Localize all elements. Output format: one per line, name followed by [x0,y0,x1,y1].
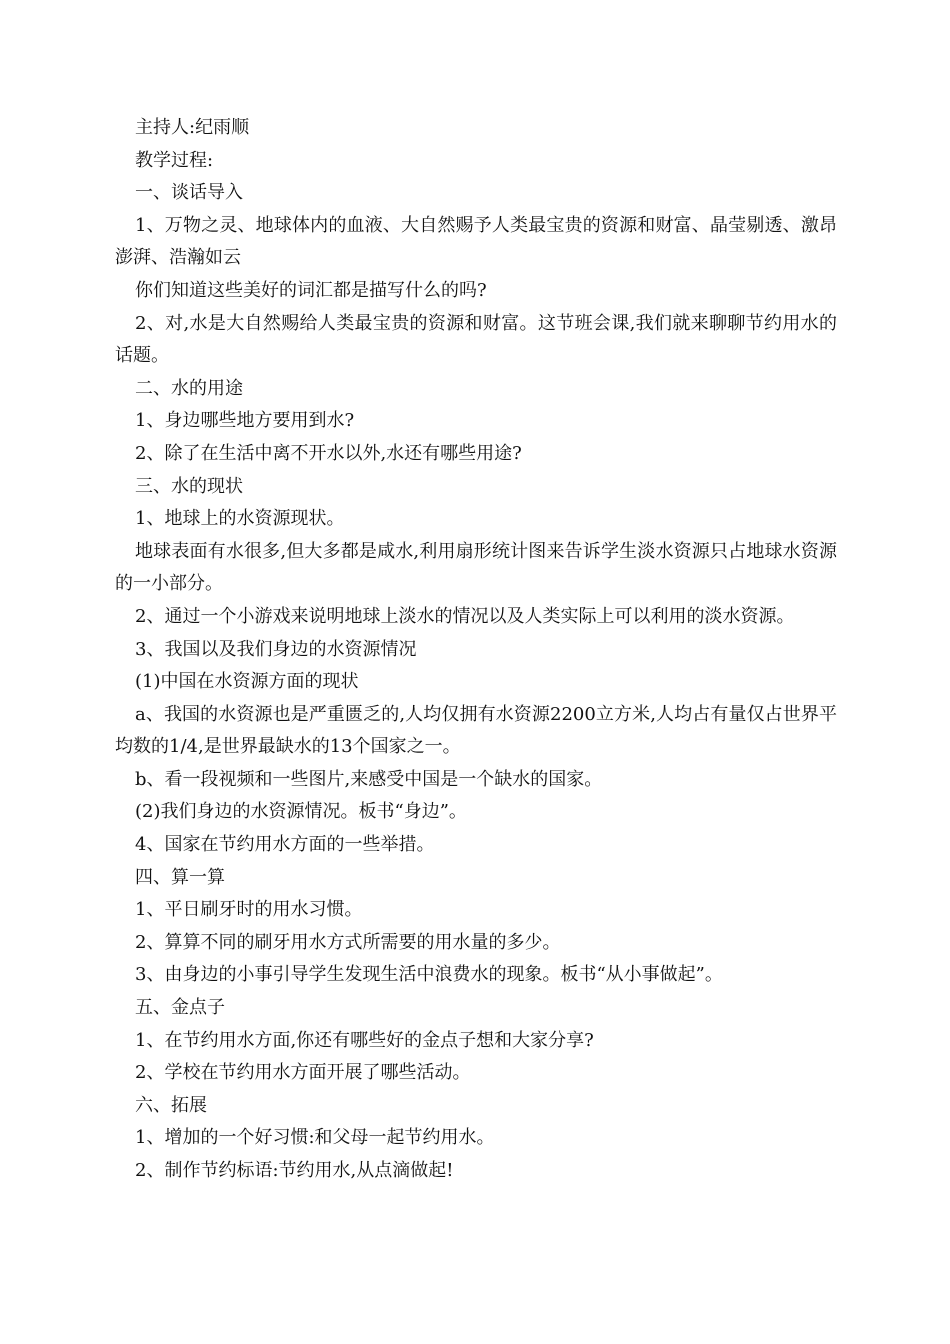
paragraph: 2、算算不同的刷牙用水方式所需要的用水量的多少。 [135,931,561,953]
host-line: 主持人:纪雨顺 [135,117,250,138]
section-heading-1: 一、谈话导入 [135,182,243,204]
paragraph: (2)我们身边的水资源情况。板书“身边”。 [135,801,467,823]
paragraph: 1、在节约用水方面,你还有哪些好的金点子想和大家分享? [135,1029,594,1051]
paragraph: 4、国家在节约用水方面的一些举措。 [135,834,435,856]
paragraph: 1、增加的一个好习惯:和父母一起节约用水。 [135,1127,495,1149]
paragraph: 1、身边哪些地方要用到水? [135,410,355,432]
document-body [115,112,837,1188]
paragraph: 2、对,水是大自然赐给人类最宝贵的资源和财富。这节班会课,我们就来聊聊节约用水的话题。 [115,312,837,367]
paragraph: 2、通过一个小游戏来说明地球上淡水的情况以及人类实际上可以利用的淡水资源。 [135,605,795,627]
paragraph: b、看一段视频和一些图片,来感受中国是一个缺水的国家。 [135,768,603,790]
paragraph: 3、我国以及我们身边的水资源情况 [135,638,417,660]
paragraph: (1)中国在水资源方面的现状 [135,671,359,693]
paragraph: 1、万物之灵、地球体内的血液、大自然赐予人类最宝贵的资源和财富、晶莹剔透、激昂澎湃、浩瀚如云 [115,214,837,269]
paragraph: 2、除了在生活中离不开水以外,水还有哪些用途? [135,442,522,464]
section-heading-5: 五、金点子 [135,997,225,1019]
paragraph: 3、由身边的小事引导学生发现生活中浪费水的现象。板书“从小事做起”。 [135,964,723,986]
paragraph: 1、地球上的水资源现状。 [135,508,345,530]
section-heading-2: 二、水的用途 [135,377,243,399]
paragraph: a、我国的水资源也是严重匮乏的,人均仅拥有水资源2200立方米,人均占有量仅占世界平均数的1/4,是世界最缺水的13个国家之一。 [115,703,837,758]
section-heading-6: 六、拓展 [135,1094,207,1116]
teaching-process-heading: 教学过程: [135,149,214,171]
paragraph: 你们知道这些美好的词汇都是描写什么的吗? [135,279,487,301]
paragraph: 1、平日刷牙时的用水习惯。 [135,899,363,921]
section-heading-4: 四、算一算 [135,866,225,888]
paragraph: 2、制作节约标语:节约用水,从点滴做起! [135,1160,454,1181]
paragraph: 地球表面有水很多,但大多都是咸水,利用扇形统计图来告诉学生淡水资源只占地球水资源的一小部分。 [115,540,837,595]
paragraph: 2、学校在节约用水方面开展了哪些活动。 [135,1062,471,1084]
section-heading-3: 三、水的现状 [135,475,243,497]
